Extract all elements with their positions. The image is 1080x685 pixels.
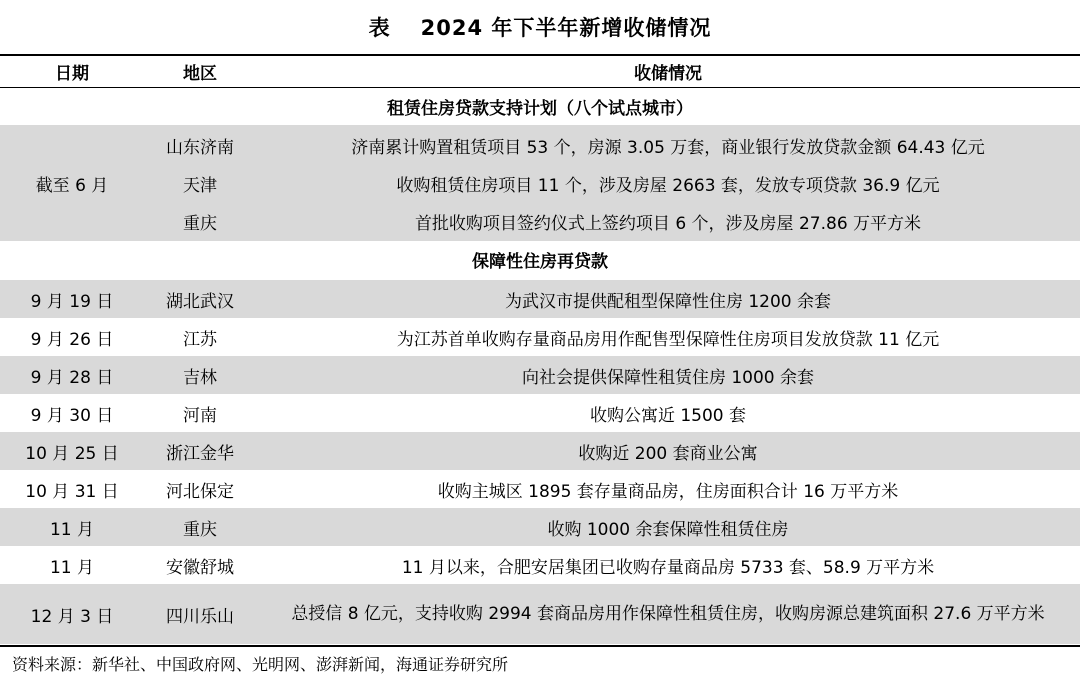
row-date: 9 月 30 日 xyxy=(30,405,114,426)
header-region: 地区 xyxy=(183,64,217,84)
table-row xyxy=(0,280,1080,318)
table-title xyxy=(0,0,1080,54)
table-row xyxy=(0,164,1080,202)
table-row xyxy=(0,432,1080,470)
row-content: 首批收购项目签约仪式上签约项目 6 个，涉及房屋 27.86 万平方米 xyxy=(414,213,922,234)
row-content: 为武汉市提供配租型保障性住房 1200 余套 xyxy=(504,291,832,312)
group-date: 截至 6 月 xyxy=(35,175,109,196)
row-content: 总授信 8 亿元，支持收购 2994 套商品房用作保障性租赁住房，收购房源总建筑面积 27.6 万平方米 xyxy=(291,604,1045,624)
header-content: 收储情况 xyxy=(634,64,702,84)
row-content: 收购近 200 套商业公寓 xyxy=(578,443,758,464)
row-region: 重庆 xyxy=(183,519,217,540)
row-content: 向社会提供保障性租赁住房 1000 余套 xyxy=(521,367,815,388)
section-heading-rental-loan: 租赁住房贷款支持计划（八个试点城市） xyxy=(387,98,693,119)
row-date: 12 月 3 日 xyxy=(30,606,114,627)
row-region: 安徽舒城 xyxy=(166,557,234,578)
rental-loan-group xyxy=(0,125,1080,241)
row-date: 9 月 26 日 xyxy=(30,329,114,350)
row-date: 10 月 31 日 xyxy=(25,481,119,502)
row-date: 9 月 19 日 xyxy=(30,291,114,312)
row-region: 湖北武汉 xyxy=(166,291,234,312)
bottom-rule xyxy=(0,645,1080,647)
row-content: 收购公寓近 1500 套 xyxy=(589,405,747,426)
table-row xyxy=(0,356,1080,394)
row-content-wrapper xyxy=(256,584,1080,644)
row-region: 重庆 xyxy=(183,213,217,234)
table-row xyxy=(0,546,1080,584)
source-note: 资料来源：新华社、中国政府网、光明网、澎湃新闻，海通证券研究所 xyxy=(12,654,509,674)
row-date: 11 月 xyxy=(49,519,95,540)
table-title-text: 2024 年下半年新增收储情况 xyxy=(420,16,712,40)
table-row xyxy=(0,584,1080,644)
row-region: 江苏 xyxy=(183,329,217,350)
row-date: 10 月 25 日 xyxy=(25,443,119,464)
row-content: 收购 1000 余套保障性租赁住房 xyxy=(547,519,789,540)
table-row xyxy=(0,470,1080,508)
row-region: 河南 xyxy=(183,405,217,426)
row-content: 收购租赁住房项目 11 个，涉及房屋 2663 套，发放专项贷款 36.9 亿元 xyxy=(396,175,940,196)
table-row xyxy=(0,202,1080,240)
row-content: 为江苏首单收购存量商品房用作配售型保障性住房项目发放贷款 11 亿元 xyxy=(396,329,940,350)
row-region: 山东济南 xyxy=(166,137,234,158)
row-date: 11 月 xyxy=(49,557,95,578)
table-title-prefix: 表 xyxy=(368,16,391,40)
row-region: 浙江金华 xyxy=(166,443,234,464)
table-row xyxy=(0,318,1080,356)
row-region: 吉林 xyxy=(183,367,217,388)
row-region: 天津 xyxy=(183,175,217,196)
section-heading-relending: 保障性住房再贷款 xyxy=(472,251,608,272)
row-region: 河北保定 xyxy=(166,481,234,502)
row-date: 9 月 28 日 xyxy=(30,367,114,388)
row-region: 四川乐山 xyxy=(166,606,234,627)
row-content: 11 月以来，合肥安居集团已收购存量商品房 5733 套、58.9 万平方米 xyxy=(401,557,935,578)
row-content: 收购主城区 1895 套存量商品房，住房面积合计 16 万平方米 xyxy=(437,481,899,502)
row-content: 济南累计购置租赁项目 53 个，房源 3.05 万套，商业银行发放贷款金额 64.43 亿元 xyxy=(351,137,985,158)
header-date: 日期 xyxy=(55,64,89,84)
header-row xyxy=(0,56,1080,87)
table-row xyxy=(0,394,1080,432)
table-row xyxy=(0,126,1080,164)
table-row xyxy=(0,508,1080,546)
